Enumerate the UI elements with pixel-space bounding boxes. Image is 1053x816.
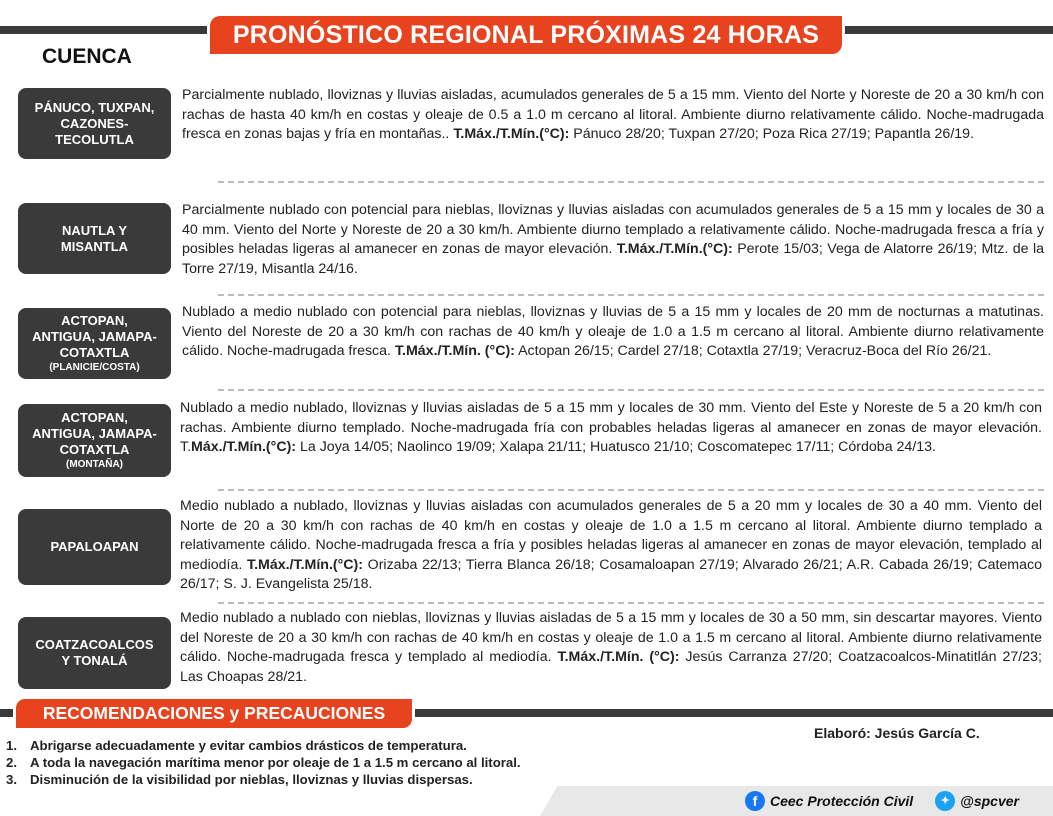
list-item bbox=[6, 737, 521, 754]
forecast-text: Parcialmente nublado, lloviznas y lluvias aisladas, acumulados generales de 5 a 15 mm. Viento del Norte y Noreste de 20 a 30 km/h con rachas de hasta 40 km/h en costas y oleaje de 0.5 a 1.0 m cercano al litoral. Ambiente diurno relativamente cálido. Noche-madrugada fresca en zonas bajas y fría en montañas.. bbox=[182, 87, 1044, 142]
region-label-line: PÁNUCO, TUXPAN, bbox=[34, 99, 155, 115]
list-text: A toda la navegación marítima menor por oleaje de 1 a 1.5 m cercano al litoral. bbox=[30, 755, 521, 770]
forecast-text: Medio nublado a nublado con nieblas, lloviznas y lluvias aisladas de 5 a 15 mm y locales de 30 a 50 mm, sin descartar mayores. Viento del Noreste de 20 a 30 km/h con rachas de 40 km/h en costas y oleaje de 1.0 a 1.5 m cercano al litoral. Ambiente diurno relativamente cálido. Noche-madrugada fresca y templado al mediodía. bbox=[180, 610, 1042, 665]
region-label-line: COTAXTLA bbox=[59, 345, 130, 360]
region-label-actopan-montana bbox=[18, 404, 171, 477]
forecast-text: Nublado a medio nublado, lloviznas y lluvias aisladas de 5 a 15 mm y locales de 30 mm. Viento del Este y Noreste de 5 a 20 km/h con rachas. Ambiente diurno templado. Noche-madrugada fría con probables heladas ligeras al amanecer en zonas de mayor elevación. T. bbox=[180, 400, 1042, 455]
region-forecast-actopan-montana bbox=[180, 399, 1042, 458]
region-sublabel: (PLANICIE/COSTA) bbox=[49, 362, 140, 373]
temp-values: Orizaba 22/13; Tierra Blanca 26/18; Cosamaloapan 27/19; Alvarado 26/21; A.R. Cabada 26/19; Catemaco 26/17; S. J. Evangelista 25/18. bbox=[180, 556, 1042, 592]
region-label-line: TECOLUTLA bbox=[55, 131, 134, 147]
recommendations-list bbox=[6, 737, 521, 788]
region-label-line: ANTIGUA, JAMAPA- bbox=[32, 426, 157, 441]
region-label-line: Y TONALÁ bbox=[61, 653, 128, 668]
region-label-papaloapan bbox=[18, 509, 171, 585]
region-label-panuco bbox=[18, 88, 171, 159]
recommendations-banner bbox=[16, 699, 412, 728]
list-item bbox=[6, 771, 521, 788]
region-label-actopan-costa bbox=[18, 308, 171, 379]
divider bbox=[218, 389, 1044, 391]
section-label: CUENCA bbox=[42, 45, 132, 68]
twitter-icon[interactable]: ✦ bbox=[935, 791, 955, 811]
region-forecast-panuco bbox=[182, 86, 1044, 145]
region-label-coatzacoalcos bbox=[18, 617, 171, 689]
region-label-line: ANTIGUA, JAMAPA- bbox=[32, 329, 157, 344]
region-label-line: COATZACOALCOS bbox=[35, 637, 154, 652]
list-number: 3. bbox=[6, 772, 17, 787]
facebook-icon[interactable]: f bbox=[745, 791, 765, 811]
temp-label: Máx./T.Mín.(°C): bbox=[191, 439, 297, 455]
region-forecast-coatzacoalcos bbox=[180, 609, 1042, 687]
region-label-line: ACTOPAN, bbox=[61, 313, 128, 328]
region-sublabel: (MONTAÑA) bbox=[65, 459, 124, 470]
divider bbox=[218, 489, 1044, 491]
forecast-text: Medio nublado a nublado, lloviznas y lluvias aisladas con acumulados generales de 5 a 20 mm y locales de 30 a 40 mm. Viento del Norte de 20 a 30 km/h con rachas de 40 km/h en costas y oleaje de 1.0 a 1.5 m cercano al litoral. Ambiente diurno templado a relativamente cálido. Noche-madrugada fresca a fría y posibles heladas ligeras al amanecer en zonas de mayor elevación, templado al mediodía. bbox=[180, 498, 1042, 573]
list-item bbox=[6, 754, 521, 771]
recommendations-title: RECOMENDACIONES y PRECAUCIONES bbox=[42, 703, 386, 723]
twitter-handle[interactable]: @spcver bbox=[960, 793, 1019, 809]
forecast-text: Nublado a medio nublado con potencial para nieblas, lloviznas y lluvias de 5 a 15 mm y locales de 20 mm de nocturnas a matutinas. Viento del Noreste de 20 a 30 km/h con rachas de 40 km/h y oleaje de 1.0 a 1.5 m cercano al litoral. Ambiente diurno relativamente cálido. Noche-madrugada fresca. bbox=[182, 304, 1044, 359]
divider bbox=[218, 181, 1044, 183]
temp-values: Pánuco 28/20; Tuxpan 27/20; Poza Rica 27/19; Papantla 26/19. bbox=[573, 126, 974, 142]
list-text: Disminución de la visibilidad por nieblas, lloviznas y lluvias dispersas. bbox=[30, 772, 473, 787]
region-label-line: ACTOPAN, bbox=[61, 410, 128, 425]
list-number: 1. bbox=[6, 738, 17, 753]
region-forecast-papaloapan bbox=[180, 497, 1042, 595]
facebook-handle[interactable]: Ceec Protección Civil bbox=[770, 793, 914, 809]
temp-values: Actopan 26/15; Cardel 27/18; Cotaxtla 27/19; Veracruz-Boca del Río 26/21. bbox=[518, 343, 992, 359]
temp-label: T.Máx./T.Mín. (°C): bbox=[394, 343, 515, 359]
region-label-line: MISANTLA bbox=[60, 238, 129, 254]
region-label-line: CAZONES- bbox=[60, 115, 129, 131]
temp-label: T.Máx./T.Mín.(°C): bbox=[616, 241, 733, 257]
temp-label: T.Máx./T.Mín. (°C): bbox=[557, 649, 680, 665]
region-label-line: COTAXTLA bbox=[59, 442, 130, 457]
list-number: 2. bbox=[6, 755, 17, 770]
title-banner bbox=[210, 16, 842, 54]
list-text: Abrigarse adecuadamente y evitar cambios drásticos de temperatura. bbox=[30, 738, 467, 753]
forecast-text: Parcialmente nublado con potencial para nieblas, lloviznas y lluvias aisladas con acumulados generales de 5 a 15 mm y locales de 30 a 40 mm. Viento del Norte y Noreste de 20 a 30 km/h. Ambiente diurno templado a relativamente cálido. Noche-madrugada fresca a fría y posibles heladas ligeras al amanecer en zonas de mayor elevación. bbox=[182, 202, 1044, 257]
region-forecast-actopan-costa bbox=[182, 303, 1044, 362]
author-credit: Elaboró: Jesús García C. bbox=[814, 725, 980, 741]
temp-values: Jesús Carranza 27/20; Coatzacoalcos-Minatitlán 27/23; Las Choapas 28/21. bbox=[180, 649, 1042, 685]
temp-label: T.Máx./T.Mín.(°C): bbox=[453, 126, 570, 142]
temp-values: Perote 15/03; Vega de Alatorre 26/19; Mtz. de la Torre 27/19, Misantla 24/16. bbox=[182, 241, 1044, 277]
region-forecast-nautla bbox=[182, 201, 1044, 279]
temp-label: T.Máx./T.Mín.(°C): bbox=[246, 556, 363, 573]
page-title: PRONÓSTICO REGIONAL PRÓXIMAS 24 HORAS bbox=[232, 20, 820, 49]
divider bbox=[218, 602, 1044, 604]
region-label-line: PAPALOAPAN bbox=[50, 539, 139, 554]
social-footer bbox=[745, 791, 1019, 811]
temp-values: La Joya 14/05; Naolinco 19/09; Xalapa 21/11; Huatusco 21/10; Coscomatepec 17/11; Córdoba 24/13. bbox=[299, 439, 936, 455]
region-label-nautla bbox=[18, 203, 171, 274]
divider bbox=[218, 294, 1044, 296]
region-label-line: NAUTLA Y bbox=[62, 222, 127, 238]
